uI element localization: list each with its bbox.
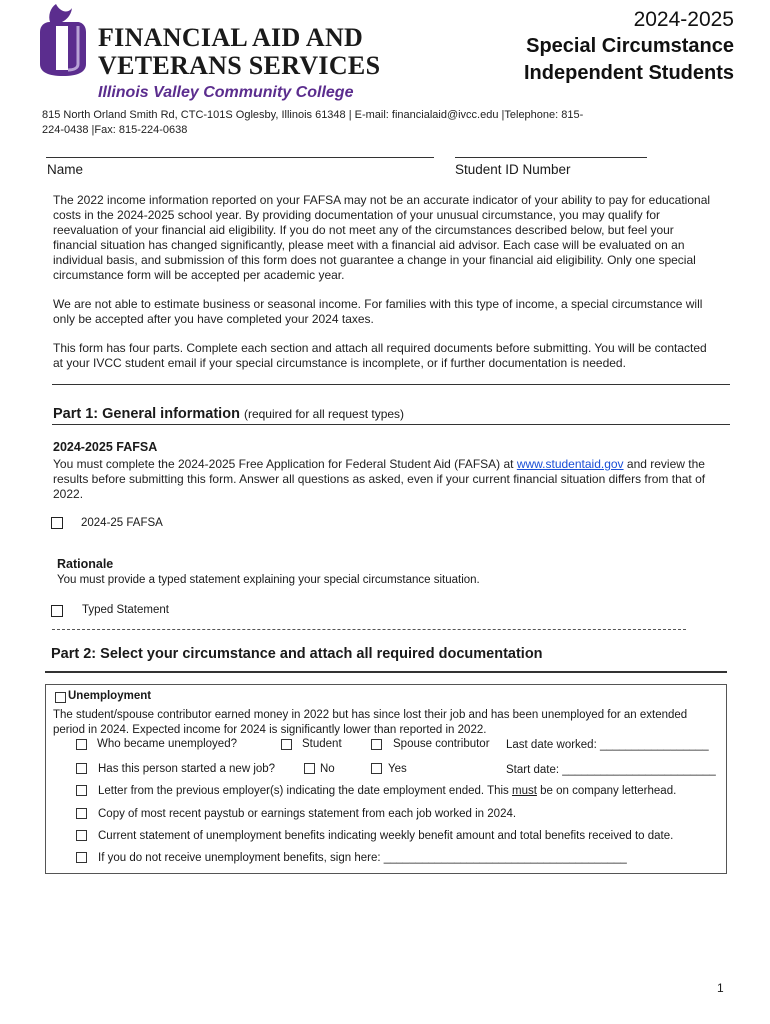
divider xyxy=(52,384,730,385)
part1-title xyxy=(53,406,404,422)
yes-option-label: Yes xyxy=(388,763,407,775)
new-job-checkbox[interactable] xyxy=(76,763,87,774)
start-date-field[interactable]: Start date: ________________________ xyxy=(506,764,716,776)
spouse-contributor-checkbox[interactable] xyxy=(371,739,382,750)
employer-letter-checkbox[interactable] xyxy=(76,785,87,796)
divider xyxy=(45,671,727,673)
org-name-line1: FINANCIAL AID AND xyxy=(98,23,364,52)
employer-letter-text-a: Letter from the previous employer(s) indicating the date employment ended. This xyxy=(98,785,512,797)
yes-checkbox[interactable] xyxy=(371,763,382,774)
student-checkbox[interactable] xyxy=(281,739,292,750)
divider xyxy=(52,424,730,425)
no-benefits-signature-checkbox[interactable] xyxy=(76,852,87,863)
must-emphasis: must xyxy=(512,785,537,797)
fafsa-heading: 2024-2025 FAFSA xyxy=(53,440,158,454)
fafsa-checkbox-label: 2024-25 FAFSA xyxy=(81,517,163,529)
name-input-line[interactable] xyxy=(46,157,434,158)
benefits-statement-label: Current statement of unemployment benefits indicating weekly benefit amount and total benefits received to date. xyxy=(98,830,674,842)
divider xyxy=(52,629,686,630)
student-option-label: Student xyxy=(302,738,342,750)
no-checkbox[interactable] xyxy=(304,763,315,774)
intro-paragraph-1: The 2022 income information reported on your FAFSA may not be an accurate indicator of your ability to pay for educational costs in the 2024-2025 school year. By providing documentation of your unusual circumstance, you may qualify for reevaluation of your financial aid eligibility. If you do not meet any of the circumstances described below, but feel your financial situation has changed significantly, please meet with a financial aid advisor. Each case will be evaluated on an individual basis, and submission of this form does not guarantee a change in your financial aid eligibility. Only one special circumstance form will be accepted per academic year. xyxy=(53,193,711,282)
new-job-label: Has this person started a new job? xyxy=(98,763,276,775)
last-date-worked-field[interactable]: Last date worked: _________________ xyxy=(506,739,709,751)
student-id-label: Student ID Number xyxy=(455,162,571,177)
name-label: Name xyxy=(47,162,84,177)
part1-title-text: Part 1: General information xyxy=(53,406,240,422)
unemployment-label: Unemployment xyxy=(68,690,152,702)
fafsa-instructions xyxy=(53,457,718,502)
unemployment-checkbox[interactable] xyxy=(55,692,66,703)
part1-note: (required for all request types) xyxy=(243,407,405,421)
student-id-input-line[interactable] xyxy=(455,157,647,158)
who-unemployed-checkbox[interactable] xyxy=(76,739,87,750)
fafsa-text-a: You must complete the 2024-2025 Free Application for Federal Student Aid (FAFSA) at xyxy=(53,457,517,471)
contact-address: 815 North Orland Smith Rd, CTC-101S Oglesby, Illinois 61348 | E-mail: financialaid@ivcc.edu |Telephone: 815-224-0438 |Fax: 815-224-0638 xyxy=(42,109,584,136)
intro-paragraph-2: We are not able to estimate business or seasonal income. For families with this type of income, a special circumstance will only be accepted after you have completed your 2024 taxes. xyxy=(53,297,703,326)
intro-paragraph-3: This form has four parts. Complete each section and attach all required documents before submitting. You will be contacted at your IVCC student email if your special circumstance is incomplete, or if further documentation is needed. xyxy=(53,341,707,370)
who-unemployed-label: Who became unemployed? xyxy=(97,738,237,750)
studentaid-link[interactable]: www.studentaid.gov xyxy=(516,457,624,471)
form-year: 2024-2025 xyxy=(633,8,734,31)
no-benefits-signature-label[interactable]: If you do not receive unemployment benefits, sign here: ______________________________________ xyxy=(98,852,627,864)
college-name: Illinois Valley Community College xyxy=(98,84,354,101)
employer-letter-text-b: be on company letterhead. xyxy=(536,785,677,797)
form-title-line1: Special Circumstance xyxy=(526,35,734,57)
form-title-line2: Independent Students xyxy=(524,62,734,84)
college-logo-icon xyxy=(38,2,88,76)
paystub-label: Copy of most recent paystub or earnings statement from each job worked in 2024. xyxy=(98,808,517,820)
paystub-checkbox[interactable] xyxy=(76,808,87,819)
org-name-line2: VETERANS SERVICES xyxy=(98,51,381,80)
no-option-label: No xyxy=(320,763,335,775)
typed-statement-label: Typed Statement xyxy=(82,604,169,616)
typed-statement-checkbox[interactable] xyxy=(51,605,63,617)
spouse-contributor-label: Spouse contributor xyxy=(393,738,490,750)
rationale-heading: Rationale xyxy=(57,557,114,571)
benefits-statement-checkbox[interactable] xyxy=(76,830,87,841)
unemployment-description: The student/spouse contributor earned money in 2022 but has since lost their job and has been unemployed for an extended period in 2024. Expected income for 2024 is significantly lower than reported in 2022. xyxy=(53,709,688,736)
page-number: 1 xyxy=(717,981,724,995)
employer-letter-label xyxy=(98,785,676,797)
part2-title: Part 2: Select your circumstance and attach all required documentation xyxy=(51,646,543,662)
fafsa-text-b: and review the results before submitting this form. Answer all questions as asked, even if your current financial situation differs from that of 2022. xyxy=(53,457,706,501)
fafsa-checkbox[interactable] xyxy=(51,517,63,529)
form-title-block xyxy=(524,6,734,87)
rationale-text: You must provide a typed statement explaining your special circumstance situation. xyxy=(57,574,480,586)
